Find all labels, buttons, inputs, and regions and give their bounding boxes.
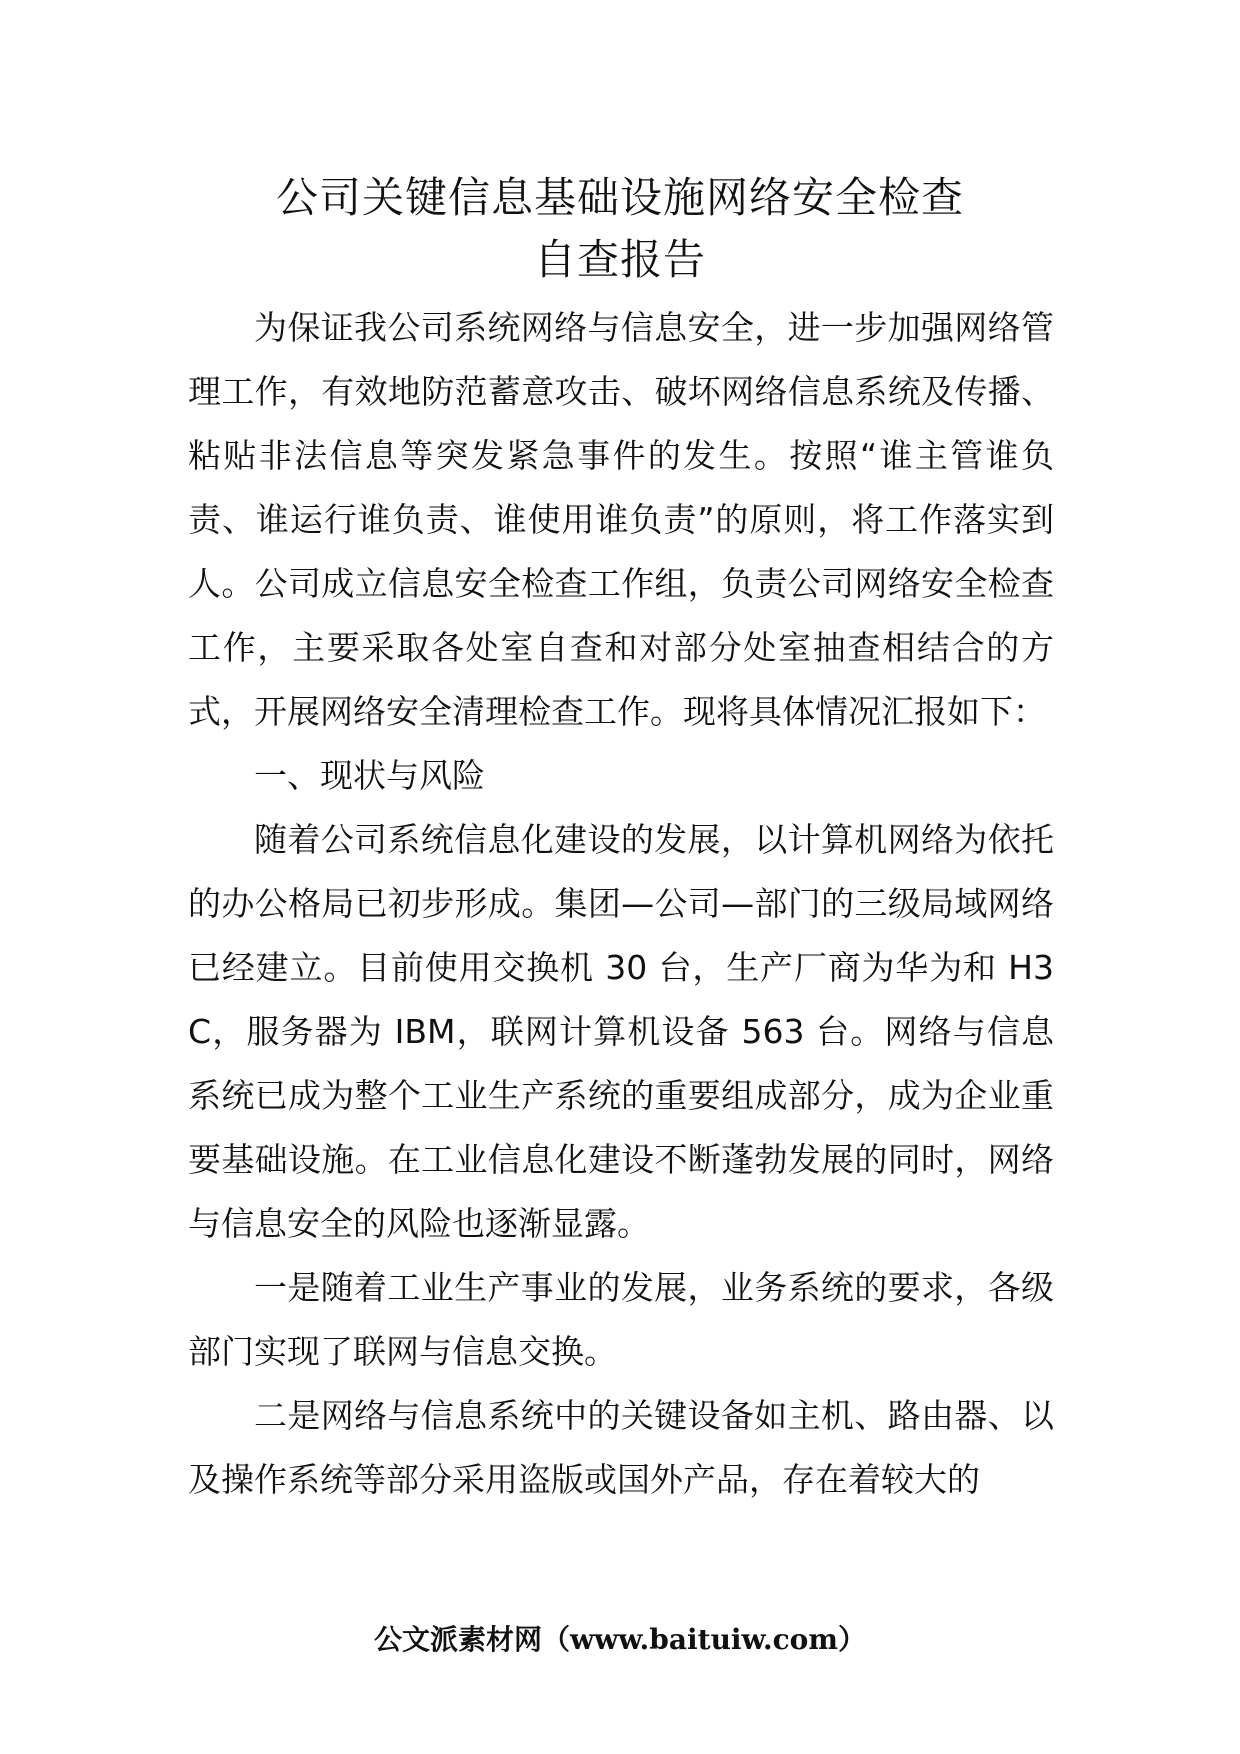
paragraph-intro: 为保证我公司系统网络与信息安全，进一步加强网络管理工作，有效地防范蓄意攻击、破坏网络信息系统及传播、粘贴非法信息等突发紧急事件的发生。按照“谁主管谁负责、谁运行谁负责、谁使用谁负责”的原则，将工作落实到人。公司成立信息安全检查工作组，负责公司网络安全检查工作，主要采取各处室自查和对部分处室抽查相结合的方式，开展网络安全清理检查工作。现将具体情况汇报如下： [188, 308, 1054, 731]
paragraph-risk-one: 一是随着工业生产事业的发展，业务系统的要求，各级部门实现了联网与信息交换。 [188, 1268, 1054, 1371]
paragraph-status: 随着公司系统信息化建设的发展，以计算机网络为依托的办公格局已初步形成。集团—公司—部门的三级局域网络已经建立。目前使用交换机 30 台，生产厂商为华为和 H3C，服务器为 IBM，联网计算机设备 563 台。网络与信息系统已成为整个工业生产系统的重要组成部分，成为企业重要基础设施。在工业信息化建设不断蓬勃发展的同时，网络与信息安全的风险也逐渐显露。 [188, 820, 1054, 1243]
footer-watermark: 公文派素材网（www.baituiw.com） [374, 1623, 866, 1656]
document-title-line-1: 公司关键信息基础设施网络安全检查 [275, 173, 964, 222]
section-heading-status-and-risk: 一、现状与风险 [254, 756, 485, 795]
paragraph-risk-two: 二是网络与信息系统中的关键设备如主机、路由器、以及操作系统等部分采用盗版或国外产品，存在着较大的 [188, 1396, 1054, 1499]
document-title-line-2: 自查报告 [533, 235, 706, 284]
document-body [188, 296, 1054, 1512]
